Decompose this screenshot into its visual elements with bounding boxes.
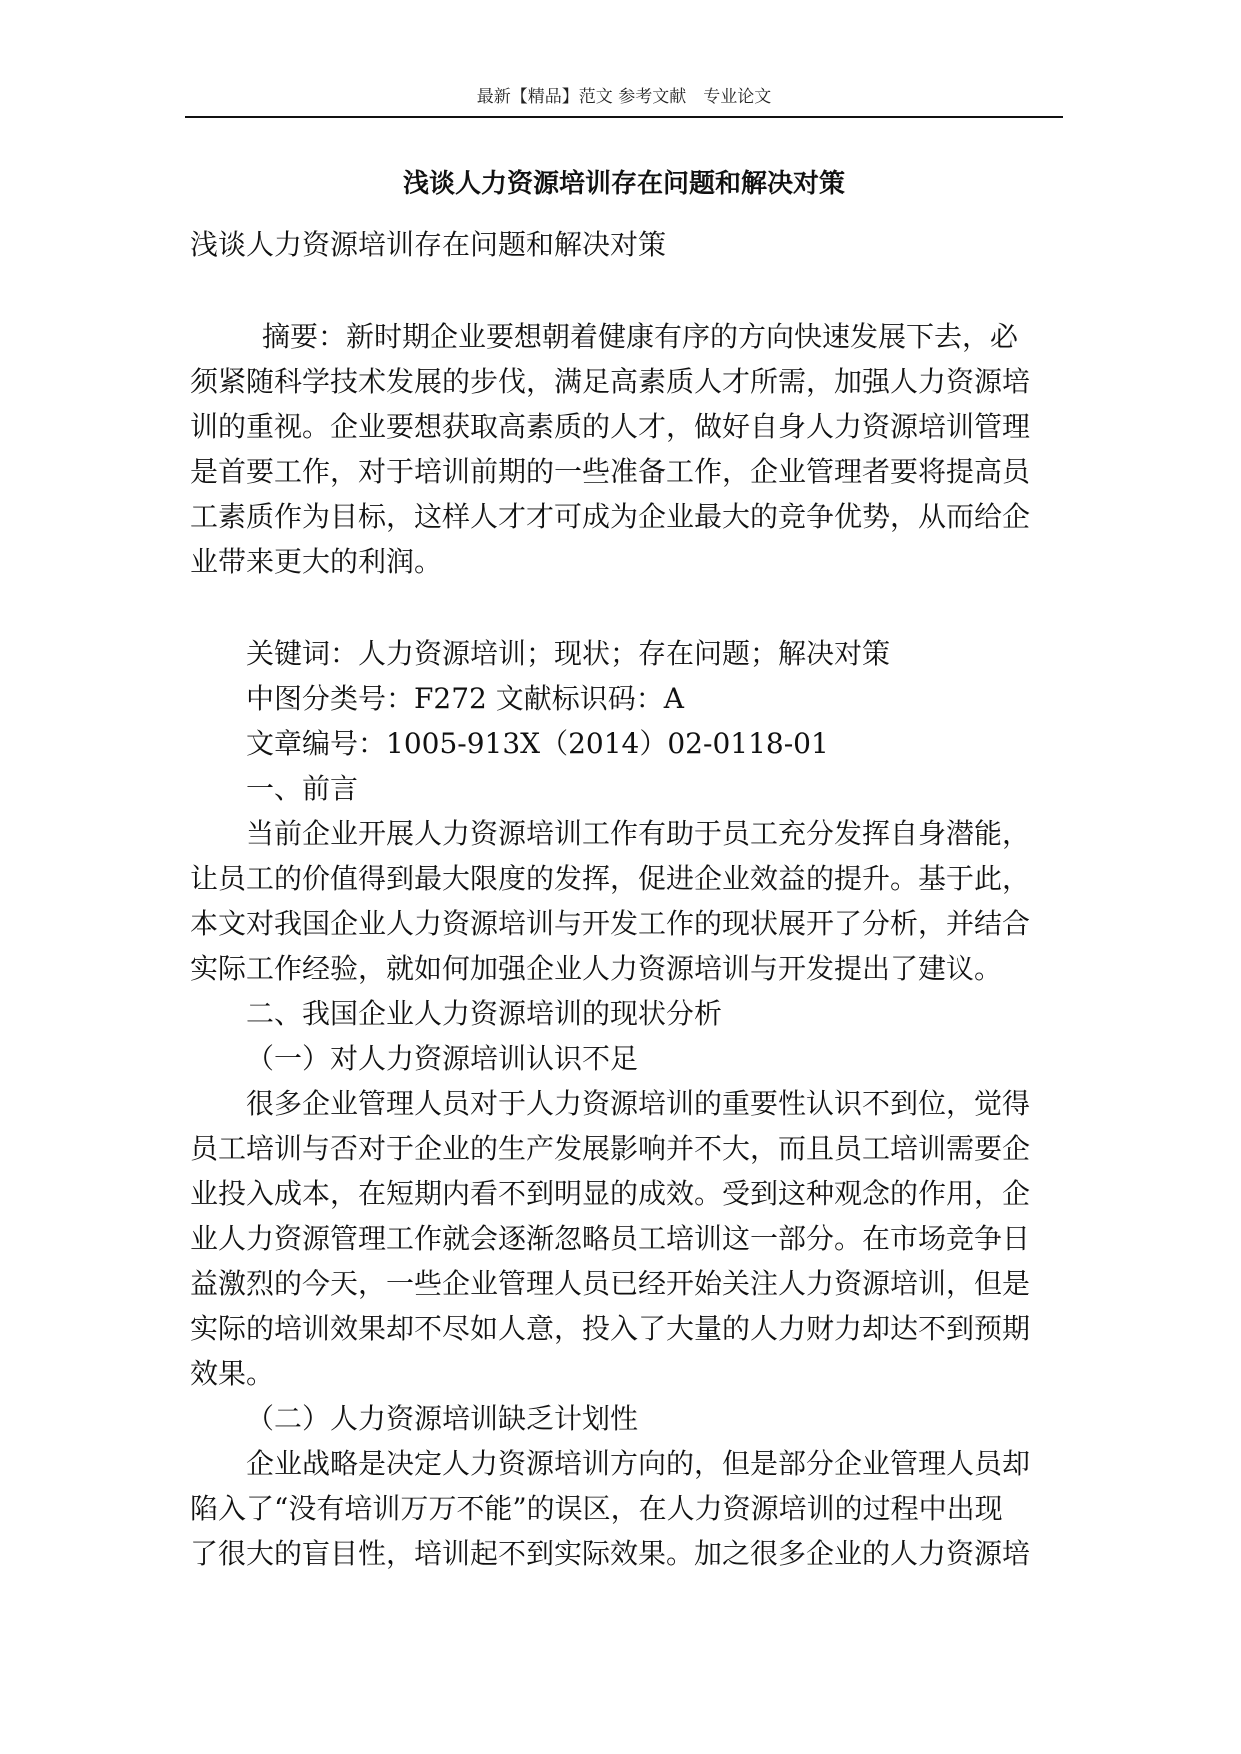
page-header: 最新【精品】范文 参考文献 专业论文 [476, 87, 772, 107]
abstract-line: 工素质作为目标，这样人才才可成为企业最大的竞争优势，从而给企 [190, 500, 1031, 533]
subtitle-line: 浅谈人力资源培训存在问题和解决对策 [190, 228, 667, 261]
spacer [190, 584, 1060, 631]
paragraph-line: 很多企业管理人员对于人力资源培训的重要性认识不到位，觉得 [246, 1087, 1031, 1120]
article-number-line: 文章编号：1005-913X（2014）02-0118-01 [246, 727, 829, 760]
document-body [190, 222, 1060, 1576]
paragraph-line: 业投入成本，在短期内看不到明显的成效。受到这种观念的作用，企 [190, 1177, 1031, 1210]
paragraph-line: 业人力资源管理工作就会逐渐忽略员工培训这一部分。在市场竞争日 [190, 1222, 1031, 1255]
keywords-line: 关键词：人力资源培训；现状；存在问题；解决对策 [246, 637, 891, 670]
paragraph-line: 陷入了“没有培训万万不能”的误区，在人力资源培训的过程中出现 [190, 1492, 1003, 1525]
paragraph-line: 益激烈的今天，一些企业管理人员已经开始关注人力资源培训，但是 [190, 1267, 1031, 1300]
paragraph-line: 实际的培训效果却不尽如人意，投入了大量的人力财力却达不到预期 [190, 1312, 1031, 1345]
paragraph-line: 员工培训与否对于企业的生产发展影响并不大，而且员工培训需要企 [190, 1132, 1031, 1165]
abstract-line: 是首要工作，对于培训前期的一些准备工作，企业管理者要将提高员 [190, 455, 1031, 488]
spacer [190, 267, 1060, 314]
paragraph-line: 本文对我国企业人力资源培训与开发工作的现状展开了分析，并结合 [190, 907, 1031, 940]
subsection-heading: （二）人力资源培训缺乏计划性 [246, 1402, 639, 1435]
paragraph-line: 实际工作经验，就如何加强企业人力资源培训与开发提出了建议。 [190, 952, 1003, 985]
paragraph-line: 当前企业开展人力资源培训工作有助于员工充分发挥自身潜能， [246, 817, 1031, 850]
abstract-line: 须紧随科学技术发展的步伐，满足高素质人才所需，加强人力资源培 [190, 365, 1031, 398]
section-heading: 一、前言 [246, 772, 359, 805]
subsection-heading: （一）对人力资源培训认识不足 [246, 1042, 639, 1075]
paragraph-line: 效果。 [190, 1357, 275, 1390]
document-title: 浅谈人力资源培训存在问题和解决对策 [402, 169, 845, 199]
paragraph-line: 让员工的价值得到最大限度的发挥，促进企业效益的提升。基于此， [190, 862, 1031, 895]
abstract-line: 摘要：新时期企业要想朝着健康有序的方向快速发展下去，必 [262, 320, 1019, 353]
abstract-line: 训的重视。企业要想获取高素质的人才，做好自身人力资源培训管理 [190, 410, 1031, 443]
classification-line: 中图分类号：F272 文献标识码：A [246, 682, 684, 715]
section-heading: 二、我国企业人力资源培训的现状分析 [246, 997, 723, 1030]
paragraph-line: 企业战略是决定人力资源培训方向的，但是部分企业管理人员却 [246, 1447, 1031, 1480]
paragraph-line: 了很大的盲目性，培训起不到实际效果。加之很多企业的人力资源培 [190, 1537, 1031, 1570]
header-rule [185, 116, 1063, 118]
abstract-line: 业带来更大的利润。 [190, 545, 443, 578]
